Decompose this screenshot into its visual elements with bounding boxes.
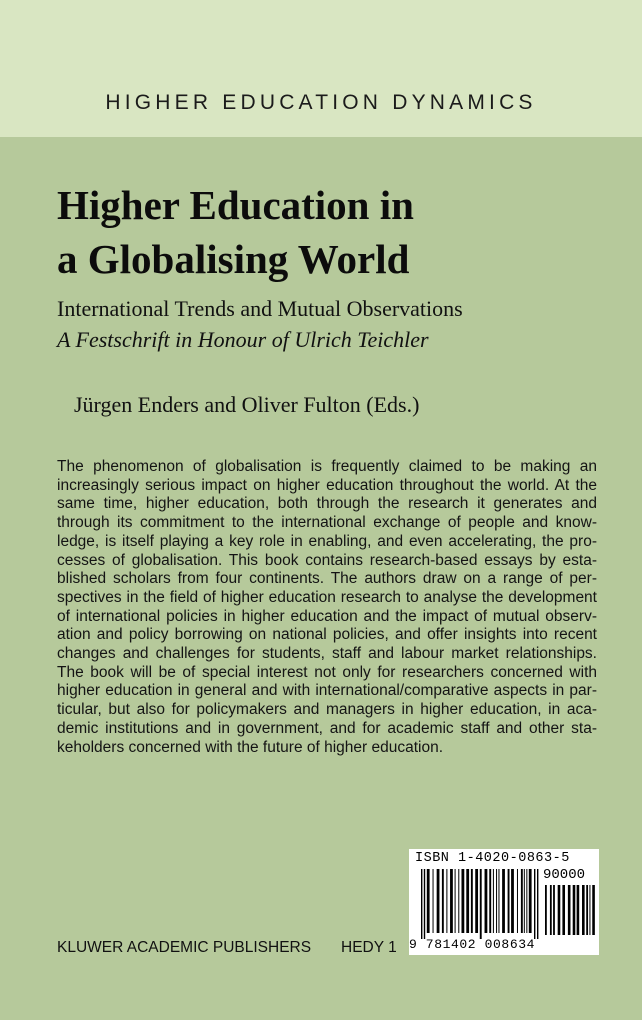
festschrift-line: A Festschrift in Honour of Ulrich Teichler <box>57 327 429 352</box>
book-title-line-2: a Globalising World <box>57 236 410 282</box>
isbn-barcode <box>409 849 599 955</box>
ean-digits: 9 781402 008634 <box>409 937 536 952</box>
book-title-line-1: Higher Education in <box>57 182 414 228</box>
series-band <box>0 0 642 137</box>
back-cover-blurb: The phenomenon of globalisation is frequently claimed to be making an increasingly serious impact on higher education throughout the world. At the same time, higher education, both through the research it generates and through its commitment to the international exchange of people and knowledge, is itself playing a key role in enabling, and even accelerating, the processes of globalisation. This book contains research-based essays by established scholars from four continents. The authors draw on a range of perspectives in the field of higher education research to analyse the development of international policies in higher education and the impact of mutual observation and policy borrowing on national policies, and offer insights into recent changes and challenges for students, staff and labour market relationships. The book will be of special interest not only for researchers concerned with higher education in general and with international/comparative aspects in particular, but also for policymakers and managers in higher education, in academic institutions and in government, and for academic staff and other stakeholders concerned with the future of higher education. <box>57 458 597 756</box>
series-title: HIGHER EDUCATION DYNAMICS <box>105 91 537 114</box>
book-subtitle: International Trends and Mutual Observations <box>57 296 463 321</box>
series-code: HEDY 1 <box>341 939 397 956</box>
publisher-name: KLUWER ACADEMIC PUBLISHERS <box>57 939 312 956</box>
isbn-text: ISBN 1-4020-0863-5 <box>415 851 570 866</box>
editors: Jürgen Enders and Oliver Fulton (Eds.) <box>74 392 420 417</box>
book-title <box>57 178 617 286</box>
price-code: 90000 <box>543 867 586 883</box>
